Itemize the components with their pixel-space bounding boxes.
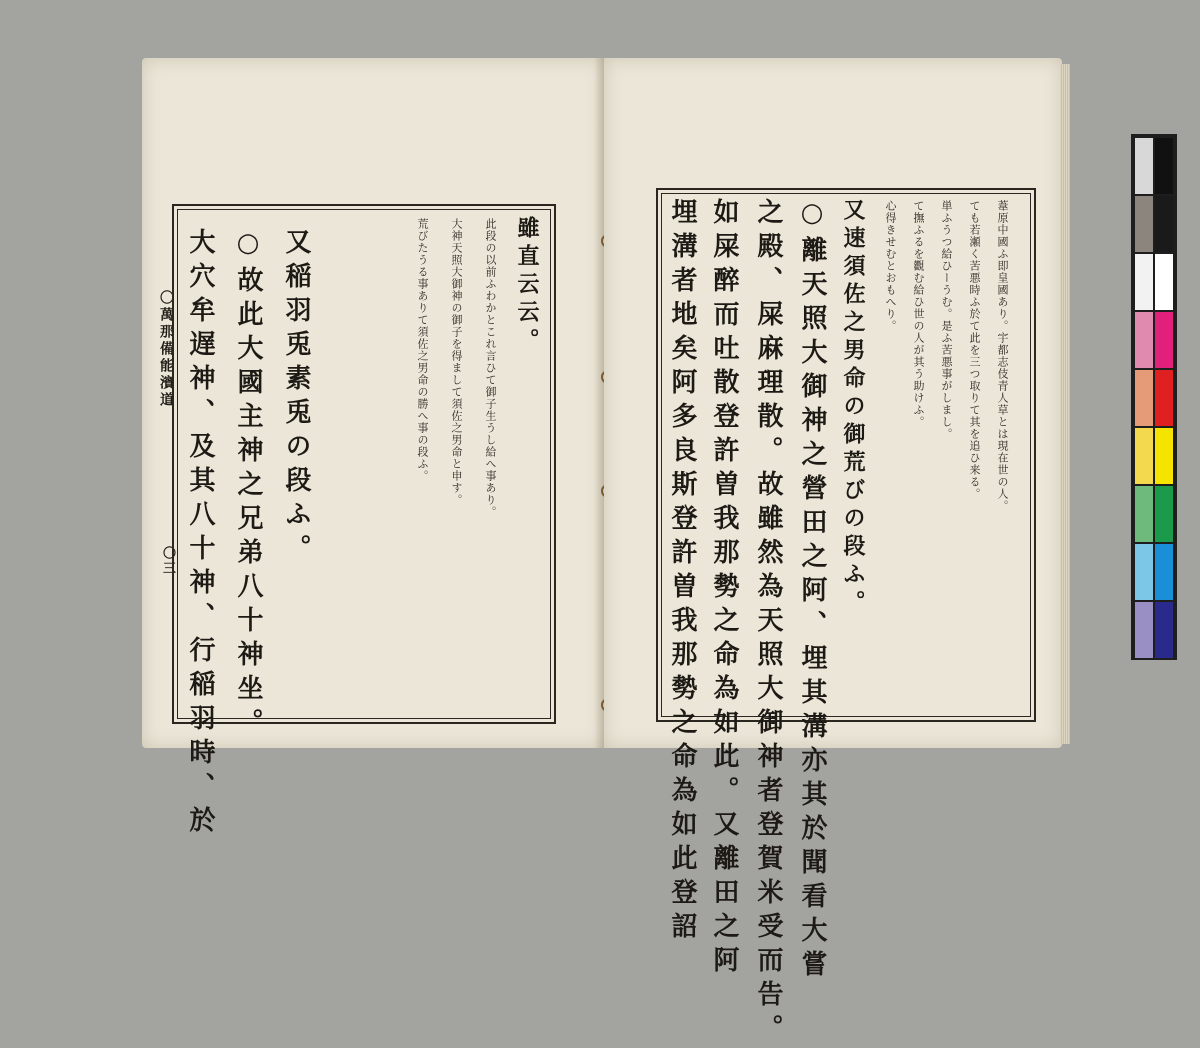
text-column: ○故此大國主神之兄弟八十神坐。 — [233, 228, 263, 742]
color-swatch — [1135, 138, 1153, 194]
color-swatch — [1135, 602, 1153, 658]
color-swatch — [1135, 370, 1153, 426]
text-column: ○離天照大御神之營田之阿、埋其溝亦其於聞看大嘗 — [797, 198, 827, 984]
color-swatch — [1135, 312, 1153, 368]
margin-title: 〇萬那備能濱道 — [158, 290, 174, 409]
left-page — [142, 58, 604, 840]
color-swatch — [1135, 486, 1153, 542]
color-swatch — [1135, 254, 1153, 310]
color-swatch — [1155, 544, 1173, 600]
color-swatch — [1155, 428, 1173, 484]
color-swatch — [1155, 196, 1173, 252]
text-column: 又稲羽兎素兎の段ふ。 — [281, 228, 311, 568]
annotation-column: ても若瀬く苦悪時ふ於て此を三つ取りて其を追ひ来る。 — [968, 200, 981, 500]
color-swatch — [1155, 370, 1173, 426]
page-number: 〇三 — [160, 546, 175, 576]
color-swatch — [1155, 254, 1173, 310]
color-swatch — [1155, 138, 1173, 194]
annotation-column: 大神天照大御神の御子を得まして須佐之男命と申す。 — [450, 218, 463, 506]
annotation-column: 心得きせむとおもへり。 — [884, 200, 897, 332]
color-swatch — [1135, 544, 1153, 600]
annotation-column: 葦原中國ふ即皇國あり。宇都志伎青人草とは現在世の人。 — [996, 200, 1009, 512]
color-swatch — [1135, 196, 1153, 252]
color-swatch — [1135, 428, 1153, 484]
color-swatch — [1155, 312, 1173, 368]
annotation-column: 此段の以前ふわかとこれ言ひて御子生うし給へ事あり。 — [484, 218, 497, 518]
text-column: 埋溝者地矣阿多良斯登許曽我那勢之命為如此登詔 — [667, 198, 697, 946]
color-calibration-bar — [1131, 134, 1177, 660]
text-column: 如屎醉而吐散登許曽我那勢之命為如此。又離田之阿 — [709, 198, 739, 980]
text-column: 之殿、屎麻理散。故雖然為天照大御神者登賀米受而告。 — [753, 198, 783, 1048]
text-column: 大穴牟遅神、及其八十神、行稲羽時、於 — [185, 228, 215, 840]
section-heading: 雖直云云。 — [514, 216, 540, 356]
color-swatch — [1155, 486, 1173, 542]
section-heading: 又速須佐之男命の御荒びの段ふ。 — [840, 198, 866, 618]
annotation-column: 単ふうつ給ひーうむ。是ふ苦悪事がしまし。 — [940, 200, 953, 440]
annotation-column: 荒びたうる事ありて須佐之男命の勝へ事の段ふ。 — [416, 218, 429, 482]
color-swatch — [1155, 602, 1173, 658]
page-edge — [1060, 64, 1070, 744]
annotation-column: て撫ふるを觀む給ひ世の人が其う助けふ。 — [912, 200, 925, 428]
right-page — [604, 58, 1062, 1048]
open-book — [142, 58, 1067, 1048]
